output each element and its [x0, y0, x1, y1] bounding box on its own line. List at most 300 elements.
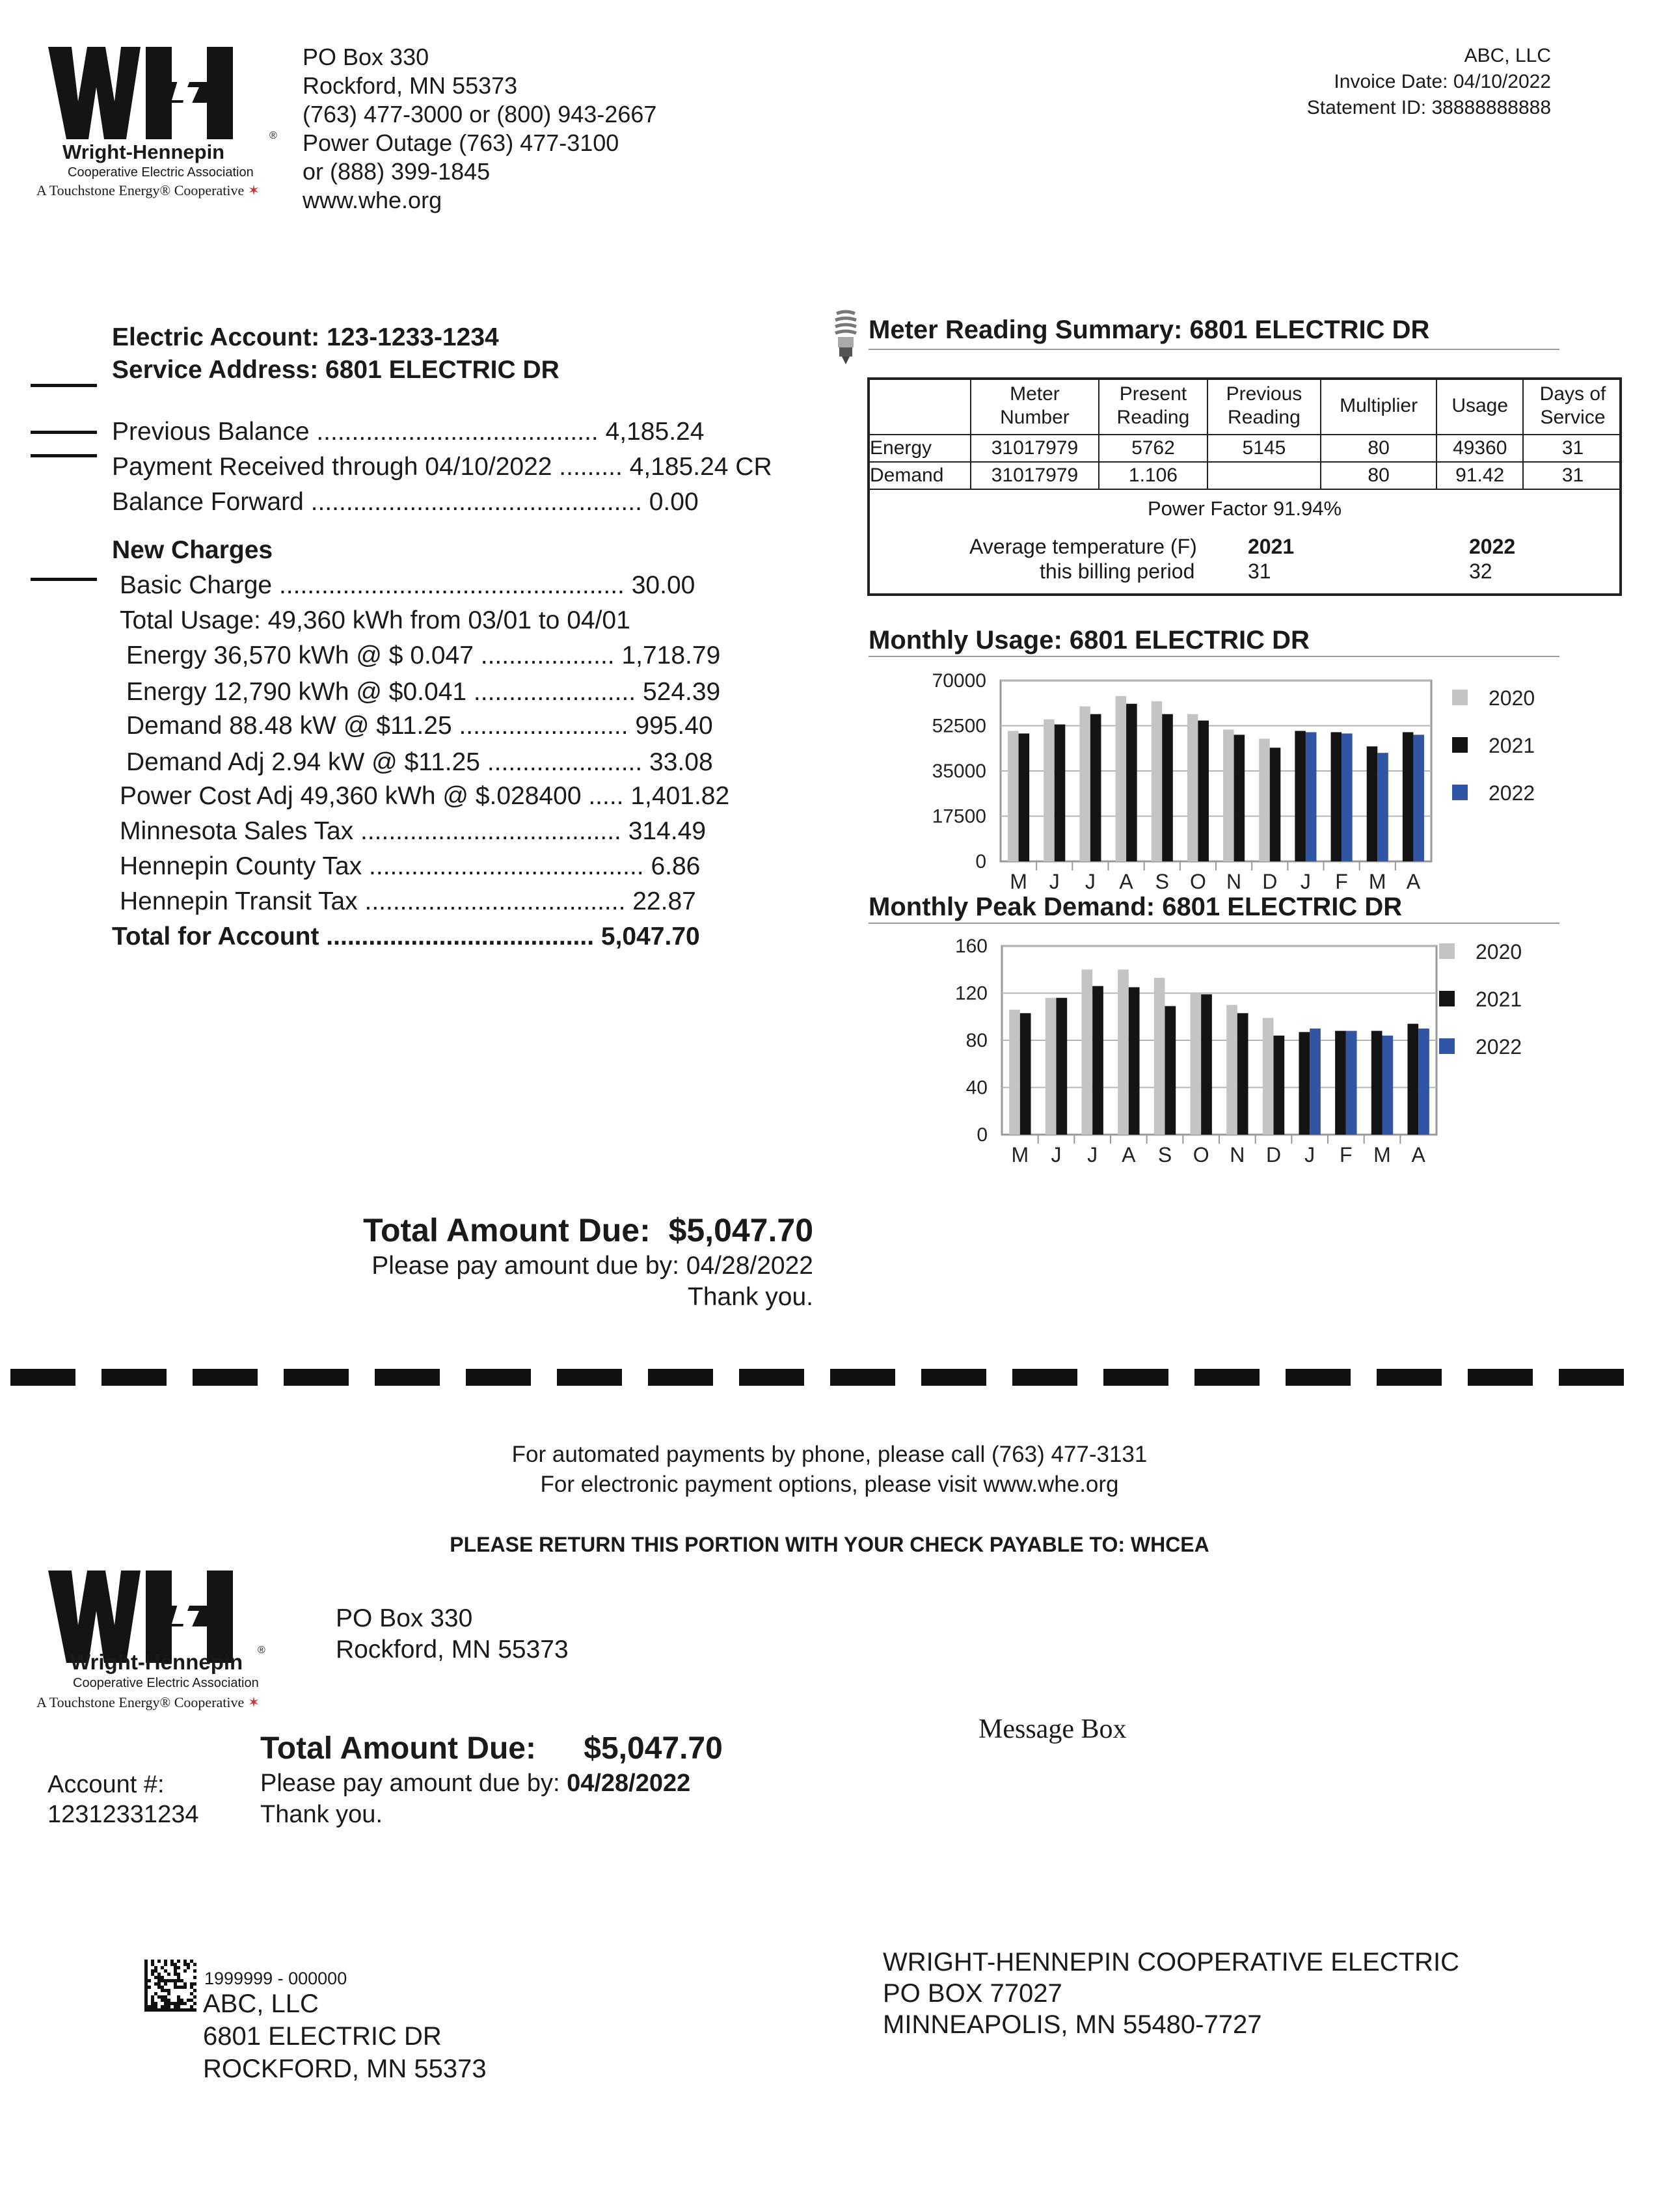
barcode-module [164, 1963, 167, 1966]
barcode-module [157, 1976, 161, 1979]
barcode-module [151, 1995, 154, 1999]
stub-pay-by-date: 04/28/2022 [567, 1770, 691, 1797]
total-usage: Total Usage: 49,360 kWh from 03/01 to 04/01 [120, 606, 630, 634]
barcode-module [193, 1989, 196, 1992]
x-tick-label: F [1335, 870, 1348, 891]
barcode-module [161, 1986, 164, 1989]
stub-total-due-amount: $5,047.70 [584, 1731, 723, 1766]
peak-demand-rule [869, 923, 1559, 924]
bar-2021 [1055, 725, 1066, 861]
barcode-module [193, 2008, 196, 2012]
temp-2022: 32 [1469, 560, 1492, 583]
bar-2021 [1020, 1013, 1031, 1135]
bar-2020 [1152, 701, 1163, 861]
barcode-module [183, 2002, 187, 2005]
x-tick-label: S [1155, 870, 1169, 891]
invoice-header [1307, 43, 1551, 121]
barcode-module [148, 2005, 151, 2008]
bar-2020 [1259, 738, 1270, 861]
barcode-module [144, 1979, 148, 1982]
barcode-module [157, 1960, 161, 1963]
barcode-module [177, 1960, 180, 1963]
multiplier: 80 [1321, 435, 1436, 462]
x-tick-label: O [1193, 1143, 1209, 1167]
barcode-module [167, 1989, 170, 1992]
county-tax: Hennepin County Tax ....................................... 6.86 [120, 852, 701, 880]
bar-2022 [1418, 1029, 1429, 1135]
col-header-multiplier: Multiplier [1321, 377, 1436, 435]
logo-tagline: A Touchstone Energy® Cooperative ✶ [36, 1694, 260, 1710]
temp-year-2021: 2021 [1248, 535, 1295, 558]
remit-to-pobox: PO BOX 77027 [883, 1979, 1062, 2008]
power-factor: Power Factor 91.94% [1147, 497, 1342, 520]
legend-label: 2020 [1489, 686, 1535, 710]
x-tick-label: J [1300, 870, 1311, 891]
barcode-module [180, 1986, 183, 1989]
peak-demand-title: Monthly Peak Demand: 6801 ELECTRIC DR [869, 893, 1403, 921]
bar-2022 [1346, 1031, 1357, 1135]
barcode-module [190, 2005, 193, 2008]
col-header-days-of-service: Days of Service [1523, 377, 1622, 435]
mailing-name: ABC, LLC [203, 1989, 319, 2018]
col-header-previous-reading: Previous Reading [1207, 377, 1321, 435]
pay-by-date: 04/28/2022 [686, 1252, 813, 1280]
bar-2022 [1306, 732, 1317, 861]
phone-line: (763) 477-3000 or (800) 943-2667 [303, 101, 657, 128]
barcode-module [164, 1979, 167, 1982]
balance-forward: Balance Forward ............................................... 0.00 [112, 488, 699, 516]
barcode-module [154, 2005, 157, 2008]
barcode-module [157, 1995, 161, 1999]
stub-total-due [260, 1731, 723, 1766]
barcode-module [157, 1979, 161, 1982]
barcode-module [174, 1979, 177, 1982]
barcode-module [167, 1979, 170, 1982]
barcode-module [193, 1995, 196, 1999]
barcode-module [161, 1999, 164, 2002]
bar-2020 [1263, 1018, 1274, 1135]
barcode-module [161, 1979, 164, 1982]
legend-label: 2021 [1489, 734, 1535, 757]
invoice-date: Invoice Date: 04/10/2022 [1334, 71, 1551, 92]
barcode-module [144, 1969, 148, 1973]
x-tick-label: M [1373, 1143, 1391, 1167]
barcode-module [177, 1986, 180, 1989]
bar-2020 [1116, 696, 1127, 861]
legend-swatch [1452, 690, 1468, 705]
tear-dash [1286, 1369, 1351, 1386]
website-link[interactable]: www.whe.org [303, 187, 442, 213]
x-tick-label: M [1368, 870, 1386, 891]
meter-reading-table [867, 377, 1622, 490]
monthly-usage-chart [898, 670, 1600, 891]
barcode-module [144, 2008, 148, 2012]
fold-mark [31, 384, 97, 387]
service-address: Service Address: 6801 ELECTRIC DR [112, 356, 560, 384]
stub-po-box: PO Box 330 [336, 1604, 473, 1632]
temp-2021: 31 [1248, 560, 1271, 583]
y-tick-label: 70000 [932, 670, 986, 692]
barcode-module [177, 2002, 180, 2005]
web-payment-line: For electronic payment options, please visit www.whe.org [540, 1472, 1119, 1497]
barcode-module [174, 1973, 177, 1976]
barcode-module [144, 1995, 148, 1999]
table-row [867, 462, 1622, 489]
y-tick-label: 0 [977, 1124, 988, 1146]
barcode-module [157, 1982, 161, 1986]
registered-mark: ® [269, 130, 277, 141]
table-row [867, 435, 1622, 462]
usage: 49360 [1436, 435, 1523, 462]
barcode-module [154, 1982, 157, 1986]
meter-number: 31017979 [971, 462, 1099, 489]
barcode-module [151, 1999, 154, 2002]
stub-pay-by [260, 1770, 690, 1798]
barcode-module [154, 1976, 157, 1979]
row-label: Demand [867, 462, 971, 489]
legend-label: 2022 [1489, 781, 1535, 805]
legend-swatch [1439, 991, 1455, 1006]
barcode-module [144, 1999, 148, 2002]
stub-pay-by-label: Please pay amount due by: [260, 1770, 560, 1797]
barcode-module [148, 2008, 151, 2012]
new-charges-heading: New Charges [112, 536, 273, 564]
barcode-module [151, 2002, 154, 2005]
touchstone-star-icon: ✶ [247, 1694, 260, 1710]
barcode-module [151, 1963, 154, 1966]
stub-account-number: 12312331234 [47, 1801, 199, 1828]
bar-2020 [1187, 714, 1198, 861]
y-tick-label: 160 [954, 937, 988, 957]
previous-reading: 5145 [1207, 435, 1321, 462]
bar-2021 [1270, 748, 1281, 861]
bar-2022 [1310, 1029, 1321, 1135]
bar-2021 [1299, 1032, 1310, 1135]
barcode-module [180, 2008, 183, 2012]
remit-address-block [303, 43, 656, 215]
barcode-module [193, 1963, 196, 1966]
barcode-module [177, 2005, 180, 2008]
tear-dash [1103, 1369, 1168, 1386]
barcode-module [174, 1966, 177, 1969]
x-tick-label: J [1304, 1143, 1315, 1167]
legend-swatch [1439, 943, 1455, 959]
legend-swatch [1452, 737, 1468, 753]
barcode-module [167, 2002, 170, 2005]
barcode-module [154, 2002, 157, 2005]
avg-temp-label: Average temperature (F) [969, 535, 1197, 558]
bar-2021 [1274, 1036, 1285, 1135]
bar-2021 [1403, 732, 1414, 861]
logo-brand-name: Wright-Hennepin [70, 1650, 243, 1674]
x-tick-label: M [1010, 870, 1027, 891]
wh-logo-mark [36, 42, 245, 146]
barcode-id: 1999999 - 000000 [204, 1969, 347, 1988]
logo-brand-name: Wright-Hennepin [62, 141, 225, 163]
remit-to-name: WRIGHT-HENNEPIN COOPERATIVE ELECTRIC [883, 1948, 1460, 1976]
fold-mark [31, 454, 97, 457]
tear-dash [1377, 1369, 1442, 1386]
col-header-meter-number: Meter Number [971, 377, 1099, 435]
bar-2020 [1118, 969, 1129, 1135]
barcode-module [187, 1963, 190, 1966]
barcode-module [151, 1960, 154, 1963]
fold-mark [31, 431, 97, 434]
bar-2021 [1057, 998, 1068, 1135]
outage-line: Power Outage (763) 477-3100 [303, 129, 619, 156]
address-line: Rockford, MN 55373 [303, 72, 518, 99]
legend-label: 2020 [1476, 940, 1522, 964]
y-tick-label: 80 [965, 1030, 988, 1051]
tear-dash [375, 1369, 440, 1386]
barcode-module [177, 1979, 180, 1982]
barcode-module [148, 1979, 151, 1982]
x-tick-label: N [1226, 870, 1242, 891]
barcode-module [167, 2008, 170, 2012]
x-tick-label: O [1189, 870, 1206, 891]
demand-charge: Demand 88.48 kW @ $11.25 ........................ 995.40 [126, 712, 713, 740]
barcode-module [157, 1986, 161, 1989]
company-logo [36, 42, 297, 217]
barcode-module [164, 2002, 167, 2005]
barcode-module [187, 1999, 190, 2002]
barcode-module [157, 1973, 161, 1976]
barcode-module [164, 1989, 167, 1992]
barcode-module [154, 2008, 157, 2012]
barcode-module [187, 1966, 190, 1969]
statement-id: Statement ID: 38888888888 [1306, 97, 1551, 118]
barcode-module [187, 2008, 190, 2012]
tear-dash [10, 1369, 75, 1386]
barcode-module [174, 2008, 177, 2012]
barcode-module [164, 1969, 167, 1973]
tear-dash [466, 1369, 531, 1386]
bar-2021 [1335, 1031, 1346, 1135]
barcode-module [164, 1995, 167, 1999]
tear-dash [557, 1369, 622, 1386]
barcode-module [170, 2008, 174, 2012]
bar-2021 [1237, 1013, 1248, 1135]
barcode-module [144, 1989, 148, 1992]
bar-2021 [1201, 994, 1212, 1135]
pay-by-label: Please pay amount due by: [371, 1252, 679, 1280]
bar-2020 [1044, 720, 1055, 861]
bar-2021 [1090, 714, 1101, 861]
barcode-module [144, 2005, 148, 2008]
datamatrix-barcode [144, 1960, 196, 2012]
barcode-module [170, 1979, 174, 1982]
meter-header-row [867, 377, 1622, 435]
thank-you: Thank you. [688, 1283, 813, 1311]
tear-dash [1194, 1369, 1260, 1386]
barcode-module [161, 1995, 164, 1999]
power-cost-adj: Power Cost Adj 49,360 kWh @ $.028400 ..... 1,401.82 [120, 782, 730, 810]
barcode-module [177, 2008, 180, 2012]
barcode-module [193, 1976, 196, 1979]
bar-2021 [1407, 1024, 1418, 1135]
transit-tax: Hennepin Transit Tax ..................................... 22.87 [120, 887, 696, 915]
barcode-module [154, 1969, 157, 1973]
days-of-service: 31 [1523, 435, 1622, 462]
barcode-module [183, 1960, 187, 1963]
basic-charge: Basic Charge ................................................. 30.00 [120, 571, 695, 599]
registered-mark: ® [258, 1645, 265, 1656]
x-tick-label: A [1122, 1143, 1136, 1167]
barcode-module [164, 1982, 167, 1986]
legend-label: 2021 [1476, 988, 1522, 1011]
tear-dash [101, 1369, 167, 1386]
bar-2020 [1226, 1005, 1237, 1135]
barcode-module [167, 1992, 170, 1995]
barcode-module [144, 1960, 148, 1963]
y-tick-label: 17500 [932, 805, 986, 828]
electric-account: Electric Account: 123-1233-1234 [112, 323, 499, 351]
barcode-module [170, 1960, 174, 1963]
barcode-module [144, 1992, 148, 1995]
barcode-module [170, 1963, 174, 1966]
remit-to-city: MINNEAPOLIS, MN 55480-7727 [883, 2010, 1262, 2039]
barcode-module [161, 1966, 164, 1969]
tear-dash [193, 1369, 258, 1386]
barcode-module [183, 1963, 187, 1966]
legend-label: 2022 [1476, 1035, 1522, 1059]
barcode-module [164, 2008, 167, 2012]
barcode-module [174, 2005, 177, 2008]
bar-2021 [1198, 721, 1209, 861]
total-due-line [363, 1210, 813, 1250]
barcode-module [154, 1992, 157, 1995]
y-tick-label: 0 [975, 851, 986, 872]
usage: 91.42 [1436, 462, 1523, 489]
barcode-module [151, 2005, 154, 2008]
barcode-module [180, 1979, 183, 1982]
lightbulb-icon [828, 310, 864, 367]
barcode-module [174, 2002, 177, 2005]
barcode-module [177, 1976, 180, 1979]
bar-2020 [1045, 998, 1057, 1135]
meter-summary-rule [869, 349, 1559, 350]
stub-thank-you: Thank you. [260, 1801, 383, 1828]
barcode-module [174, 1969, 177, 1973]
barcode-module [177, 1999, 180, 2002]
tear-dash [1468, 1369, 1533, 1386]
present-reading: 1.106 [1099, 462, 1207, 489]
bar-2021 [1126, 704, 1137, 861]
barcode-module [144, 1973, 148, 1976]
y-tick-label: 120 [954, 982, 988, 1005]
tear-dash [648, 1369, 713, 1386]
barcode-module [177, 1995, 180, 1999]
tear-dash [739, 1369, 804, 1386]
logo-subtitle: Cooperative Electric Association [68, 165, 254, 180]
barcode-module [190, 1960, 193, 1963]
barcode-module [167, 1973, 170, 1976]
barcode-module [174, 1986, 177, 1989]
barcode-module [151, 1969, 154, 1973]
meter-summary-title: Meter Reading Summary: 6801 ELECTRIC DR [869, 316, 1430, 344]
barcode-module [183, 1986, 187, 1989]
bar-2021 [1165, 1006, 1176, 1135]
barcode-module [144, 1976, 148, 1979]
barcode-module [144, 2002, 148, 2005]
barcode-module [183, 2008, 187, 2012]
x-tick-label: J [1049, 870, 1060, 891]
x-tick-label: N [1230, 1143, 1245, 1167]
barcode-module [144, 1982, 148, 1986]
previous-reading [1207, 462, 1321, 489]
stub-account-label: Account #: [47, 1771, 165, 1798]
barcode-module [193, 2002, 196, 2005]
barcode-module [177, 1966, 180, 1969]
barcode-module [174, 1982, 177, 1986]
tear-dash [1559, 1369, 1624, 1386]
col-header-usage: Usage [1436, 377, 1523, 435]
tear-dash [1012, 1369, 1077, 1386]
energy-charge-2: Energy 12,790 kWh @ $0.041 ....................... 524.39 [126, 678, 721, 706]
legend-swatch [1452, 785, 1468, 800]
total-due-block [363, 1210, 813, 1313]
previous-balance: Previous Balance ........................................ 4,185.24 [112, 418, 705, 446]
demand-adj-charge: Demand Adj 2.94 kW @ $11.25 ...................... 33.08 [126, 748, 713, 776]
payment-received: Payment Received through 04/10/2022 ......... 4,185.24 CR [112, 453, 772, 481]
bar-2022 [1377, 753, 1388, 861]
x-tick-label: A [1411, 1143, 1425, 1167]
mailing-city: ROCKFORD, MN 55373 [203, 2055, 487, 2083]
avg-temp-label-2: this billing period [1040, 560, 1195, 583]
customer-name: ABC, LLC [1464, 45, 1551, 66]
monthly-usage-title: Monthly Usage: 6801 ELECTRIC DR [869, 626, 1310, 654]
barcode-module [180, 2002, 183, 2005]
bar-2020 [1008, 731, 1019, 861]
barcode-module [190, 1999, 193, 2002]
bar-2021 [1331, 732, 1342, 861]
tear-dash [921, 1369, 986, 1386]
x-tick-label: S [1157, 1143, 1172, 1167]
total-due-label: Total Amount Due: [363, 1212, 651, 1248]
barcode-module [144, 1963, 148, 1966]
barcode-module [161, 1976, 164, 1979]
barcode-module [164, 2005, 167, 2008]
row-label: Energy [867, 435, 971, 462]
monthly-usage-rule [869, 656, 1559, 657]
outage-line-2: or (888) 399-1845 [303, 158, 491, 185]
x-tick-label: M [1011, 1143, 1029, 1167]
barcode-module [183, 1969, 187, 1973]
x-tick-label: J [1085, 870, 1096, 891]
x-tick-label: J [1051, 1143, 1062, 1167]
bar-2020 [1190, 993, 1201, 1135]
mn-sales-tax: Minnesota Sales Tax ..................................... 314.49 [120, 817, 707, 845]
total-for-account: Total for Account ...................................... 5,047.70 [112, 923, 700, 951]
barcode-module [167, 1999, 170, 2002]
address-line: PO Box 330 [303, 44, 429, 70]
present-reading: 5762 [1099, 435, 1207, 462]
bar-2020 [1009, 1010, 1020, 1135]
barcode-module [144, 1986, 148, 1989]
barcode-module [190, 2008, 193, 2012]
bar-2021 [1295, 731, 1306, 861]
total-due-amount: $5,047.70 [668, 1212, 813, 1248]
x-tick-label: F [1340, 1143, 1353, 1167]
mailing-street: 6801 ELECTRIC DR [203, 2022, 442, 2051]
bar-2020 [1223, 729, 1234, 861]
barcode-module [148, 1986, 151, 1989]
bar-2021 [1019, 733, 1030, 861]
x-tick-label: A [1406, 870, 1421, 891]
bar-2021 [1371, 1031, 1382, 1135]
days-of-service: 31 [1523, 462, 1622, 489]
bar-2022 [1382, 1036, 1394, 1135]
